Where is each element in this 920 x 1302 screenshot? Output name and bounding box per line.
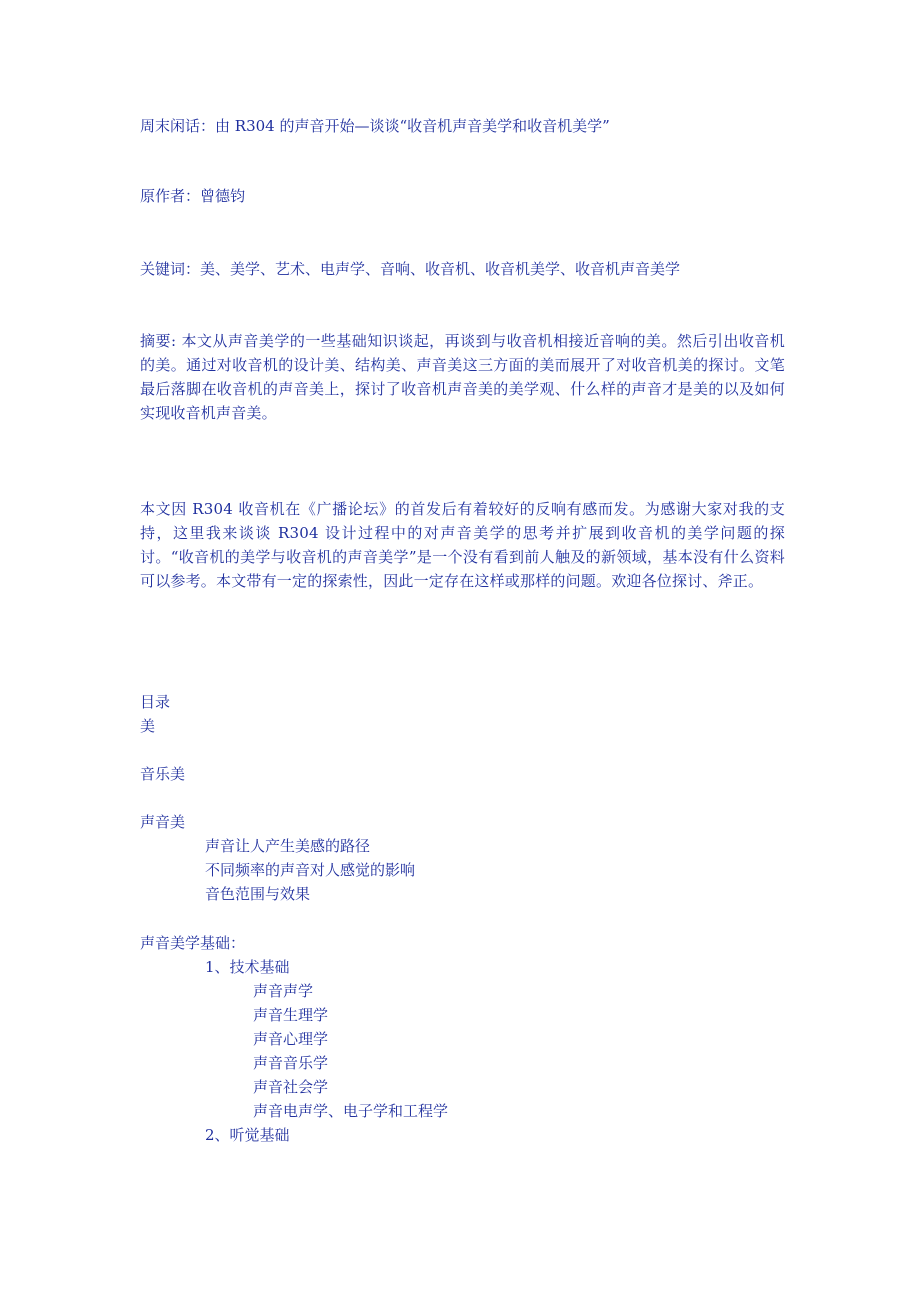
toc-subitem: 音色范围与效果 bbox=[205, 885, 311, 903]
document-author: 原作者：曾德钧 bbox=[140, 187, 246, 205]
toc-heading: 目录 bbox=[140, 693, 171, 711]
toc-item: 声音美 bbox=[140, 813, 186, 831]
toc-subitem: 2、听觉基础 bbox=[205, 1126, 290, 1144]
toc-subsubitem: 声音心理学 bbox=[253, 1030, 329, 1048]
toc-item: 音乐美 bbox=[140, 765, 186, 783]
toc-subitem: 1、技术基础 bbox=[205, 958, 290, 976]
document-abstract: 摘要: 本文从声音美学的一些基础知识谈起，再谈到与收音机相接近音响的美。然后引出收音机的美。通过对收音机的设计美、结构美、声音美这三方面的美而展开了对收音机美的探讨。文笔最后落脚在收音机的声音美上，探讨了收音机声音美的美学观、什么样的声音才是美的以及如何实现收音机声音美。 bbox=[140, 332, 785, 422]
toc-item: 美 bbox=[140, 717, 156, 735]
toc-subsubitem: 声音生理学 bbox=[253, 1006, 329, 1024]
toc-subsubitem: 声音声学 bbox=[253, 982, 314, 1000]
toc-subsubitem: 声音音乐学 bbox=[253, 1054, 329, 1072]
document-title: 周末闲话：由 R304 的声音开始—谈谈“收音机声音美学和收音机美学” bbox=[140, 117, 610, 135]
toc-item: 声音美学基础： bbox=[140, 934, 246, 952]
document-intro: 本文因 R304 收音机在《广播论坛》的首发后有着较好的反响有感而发。为感谢大家对我的支持，这里我来谈谈 R304 设计过程中的对声音美学的思考并扩展到收音机的美学问题的探讨。“收音机的美学与收音机的声音美学”是一个没有看到前人触及的新领域，基本没有什么资料可以参考。本文带有一定的探索性，因此一定存在这样或那样的问题。欢迎各位探讨、斧正。 bbox=[140, 500, 785, 590]
toc-subitem: 声音让人产生美感的路径 bbox=[205, 837, 371, 855]
toc-subitem: 不同频率的声音对人感觉的影响 bbox=[205, 861, 416, 879]
toc-subsubitem: 声音电声学、电子学和工程学 bbox=[253, 1102, 449, 1120]
document-keywords: 关键词：美、美学、艺术、电声学、音响、收音机、收音机美学、收音机声音美学 bbox=[140, 260, 681, 278]
toc-subsubitem: 声音社会学 bbox=[253, 1078, 329, 1096]
